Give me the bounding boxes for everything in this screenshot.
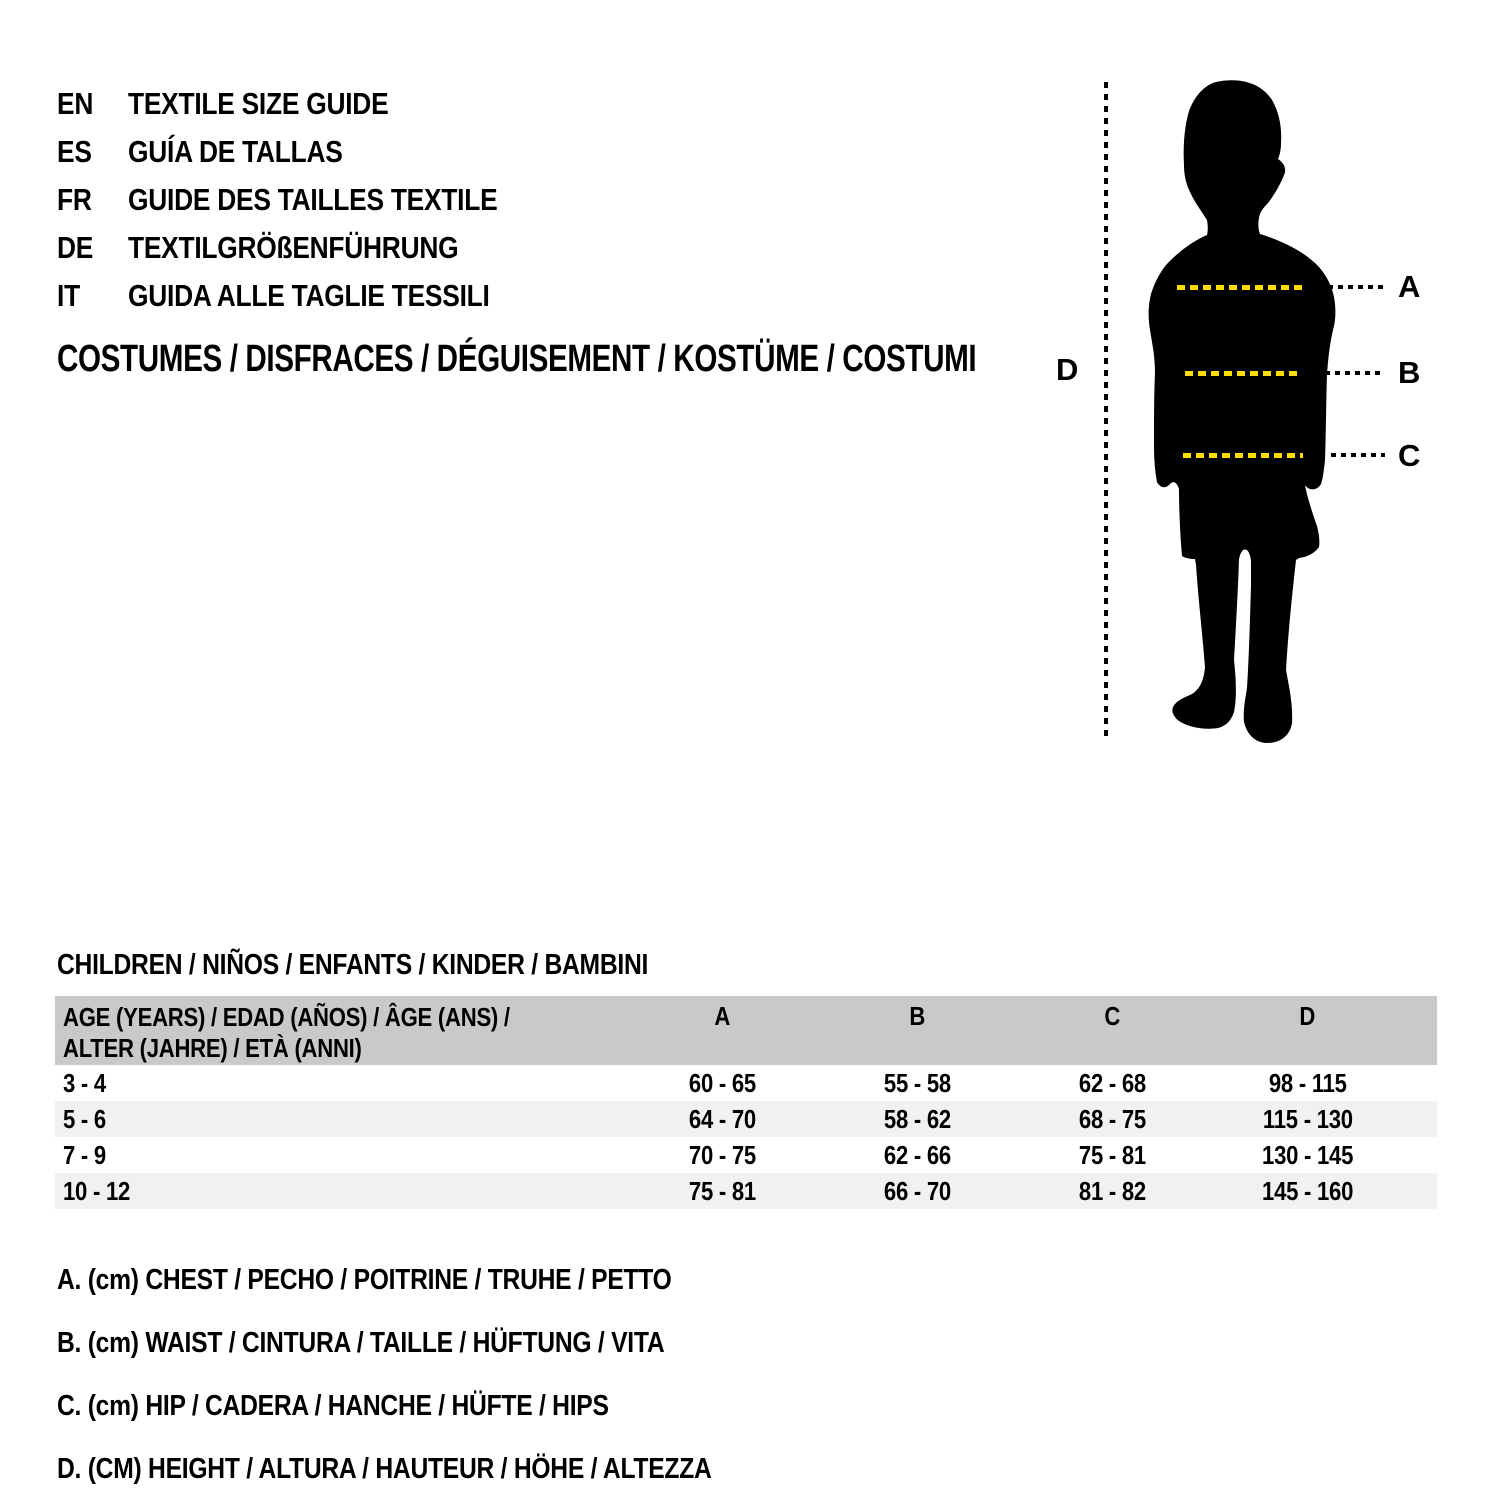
legend-line-height: D. (CM) HEIGHT / ALTURA / HAUTEUR / HÖHE / ALTEZZA [57,1453,712,1485]
language-code: EN [57,86,94,121]
chest-cell: 64 - 70 [688,1103,757,1134]
page-title: COSTUMES / DISFRACES / DÉGUISEMENT / KOSTÜME / COSTUMI [57,338,977,380]
language-code: DE [57,230,94,265]
table-row [55,1173,1437,1209]
chest-cell: 75 - 81 [688,1175,757,1206]
measurement-legend [57,1249,827,1500]
chest-leader-line [1328,285,1385,289]
hip-leader-line [1331,453,1385,457]
language-title: TEXTILE SIZE GUIDE [128,86,389,121]
language-row-de [57,224,563,272]
measure-label-a: A [1398,269,1421,304]
height-dotted-line [1104,82,1108,742]
waist-leader-line [1325,371,1385,375]
waist-cell: 55 - 58 [883,1067,952,1098]
measure-label-b: B [1398,355,1421,390]
measure-label-d: D [1056,352,1079,387]
size-table [55,996,1437,1209]
age-cell: 10 - 12 [63,1175,131,1206]
waist-cell: 62 - 66 [883,1139,952,1170]
language-title: TEXTILGRÖßENFÜHRUNG [128,230,459,265]
height-cell: 98 - 115 [1268,1067,1347,1098]
language-code: IT [57,278,80,313]
column-header-c: C [1104,1001,1121,1031]
chest-cell: 60 - 65 [688,1067,757,1098]
age-cell: 7 - 9 [63,1139,106,1170]
legend-line-chest: A. (cm) CHEST / PECHO / POITRINE / TRUHE / PETTO [57,1264,672,1296]
waist-cell: 66 - 70 [883,1175,952,1206]
language-title: GUÍA DE TALLAS [128,134,343,169]
table-row [55,1137,1437,1173]
children-section-title: CHILDREN / NIÑOS / ENFANTS / KINDER / BAMBINI [57,948,649,981]
chest-cell: 70 - 75 [688,1139,757,1170]
language-row-es [57,128,563,176]
chest-measure-line [1177,285,1303,290]
age-column-header: AGE (YEARS) / EDAD (AÑOS) / ÂGE (ANS) / ALTER (JAHRE) / ETÀ (ANNI) [63,1002,510,1063]
column-header-a: A [714,1001,731,1031]
legend-line-hip: C. (cm) HIP / CADERA / HANCHE / HÜFTE / HIPS [57,1390,609,1422]
age-cell: 3 - 4 [63,1067,106,1098]
height-cell: 115 - 130 [1262,1103,1353,1134]
table-row [55,1065,1437,1101]
hip-measure-line [1183,453,1303,458]
waist-measure-line [1185,371,1298,376]
table-header-row [55,996,1437,1065]
hip-cell: 68 - 75 [1078,1103,1147,1134]
language-title: GUIDE DES TAILLES TEXTILE [128,182,498,217]
language-row-fr [57,176,563,224]
language-row-en [57,80,563,128]
language-list [57,80,563,320]
height-cell: 130 - 145 [1261,1139,1354,1170]
language-row-it [57,272,563,320]
age-cell: 5 - 6 [63,1103,106,1134]
table-row [55,1101,1437,1137]
language-code: ES [57,134,92,169]
column-header-d: D [1299,1001,1316,1031]
height-cell: 145 - 160 [1261,1175,1354,1206]
language-title: GUIDA ALLE TAGLIE TESSILI [128,278,490,313]
hip-cell: 81 - 82 [1078,1175,1147,1206]
hip-cell: 62 - 68 [1078,1067,1147,1098]
hip-cell: 75 - 81 [1078,1139,1147,1170]
measure-label-c: C [1398,438,1421,473]
child-silhouette-image [1030,60,1501,760]
language-code: FR [57,182,92,217]
column-header-b: B [909,1001,926,1031]
legend-line-waist: B. (cm) WAIST / CINTURA / TAILLE / HÜFTUNG / VITA [57,1327,665,1359]
waist-cell: 58 - 62 [883,1103,952,1134]
